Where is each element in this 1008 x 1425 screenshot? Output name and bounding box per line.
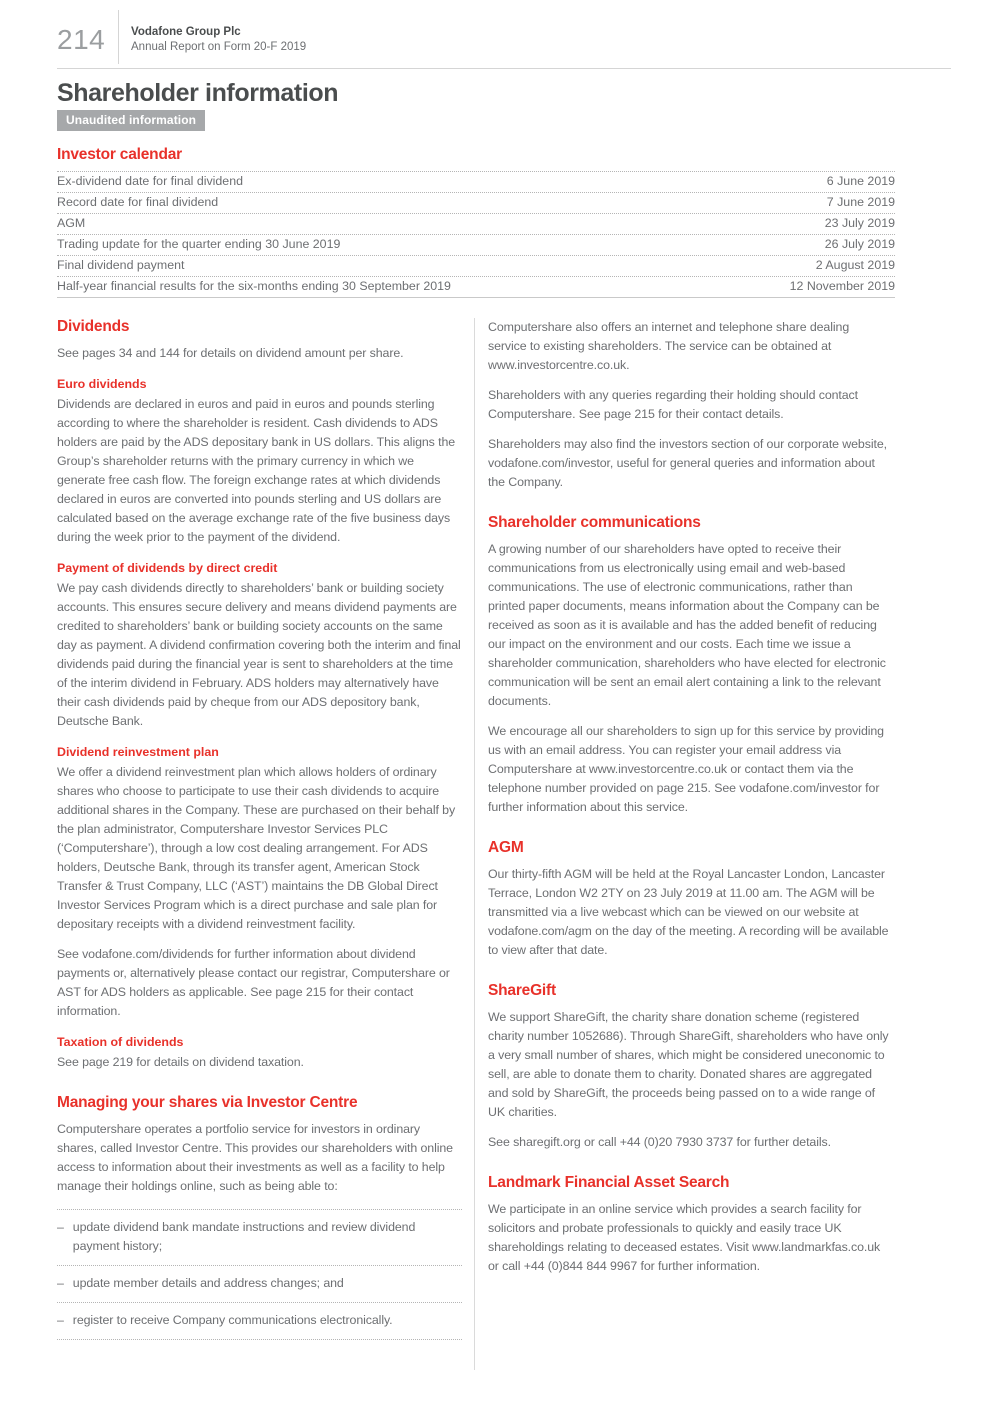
investor-centre-heading: Managing your shares via Investor Centre (57, 1094, 358, 1111)
direct-credit-body: We pay cash dividends directly to shareholders’ bank or building society accounts. This ensures secure delivery and means dividend payments are credited to shareholders’ bank or building society accounts on the same day as payment. A dividend confirmation covering both the interim and final dividends paid during the financial year is sent to shareholders at the time of the interim dividend in February. ADS holders may alternatively have their cash dividends paid by cheque from our ADS depository bank, Deutsche Bank. (57, 581, 461, 728)
investor-calendar-section (57, 146, 895, 298)
right-column (474, 318, 890, 1370)
unaudited-information-badge: Unaudited information (57, 110, 205, 131)
table-row (57, 277, 895, 298)
sharegift-heading: ShareGift (488, 982, 556, 999)
taxation-heading: Taxation of dividends (57, 1035, 184, 1049)
investor-centre-bullet-list (57, 1209, 462, 1340)
euro-dividends-heading: Euro dividends (57, 377, 147, 391)
direct-credit-heading: Payment of dividends by direct credit (57, 561, 278, 575)
calendar-event-date: 26 July 2019 (824, 237, 895, 251)
table-row (57, 256, 895, 277)
calendar-event-label: Ex-dividend date for final dividend (57, 174, 243, 188)
bullet-text: update dividend bank mandate instructions and review dividend payment history; (72, 1220, 416, 1253)
left-column (57, 318, 462, 1370)
reinvestment-plan-more: See vodafone.com/dividends for further information about dividend payments or, alternatively please contact our registrar, Computershare or AST for ADS holders as applicable. See page 215 for their contact information. (57, 947, 450, 1018)
computershare-queries-paragraph: Shareholders with any queries regarding their holding should contact Computershare. See page 215 for their contact details. (488, 388, 858, 421)
sharegift-contact: See sharegift.org or call +44 (0)20 7930 3737 for further details. (488, 1135, 831, 1149)
shareholder-communications-heading: Shareholder communications (488, 514, 701, 531)
reinvestment-plan-body: We offer a dividend reinvestment plan which allows holders of ordinary shares who choose to participate to use their cash dividends to acquire additional shares in the Company. These are purchased on their behalf by the plan administrator, Computershare Investor Services PLC (‘Computershare’), through a low cost dealing arrangement. For ADS holders, Deutsche Bank, through its transfer agent, American Stock Transfer & Trust Company, LLC (‘AST’) maintains the DB Global Direct Investor Services Program which is a direct purchase and sale plan for depositary receipts with a dividend reinvestment facility. (57, 765, 456, 931)
calendar-event-date: 23 July 2019 (824, 216, 895, 230)
calendar-event-label: AGM (57, 216, 86, 230)
dash-bullet: – (57, 1220, 64, 1234)
report-name: Annual Report on Form 20-F 2019 (131, 41, 307, 53)
bullet-text: update member details and address changes; and (72, 1276, 344, 1290)
calendar-event-label: Half-year financial results for the six-months ending 30 September 2019 (57, 279, 451, 293)
calendar-event-date: 6 June 2019 (826, 174, 895, 188)
dash-bullet: – (57, 1313, 64, 1327)
corporate-website-paragraph: Shareholders may also find the investors section of our corporate website, vodafone.com/investor, useful for general queries and information about the Company. (488, 437, 887, 489)
calendar-event-label: Trading update for the quarter ending 30 June 2019 (57, 237, 341, 251)
publisher-block (118, 10, 306, 64)
agm-body: Our thirty-fifth AGM will be held at the Royal Lancaster London, Lancaster Terrace, London W2 2TY on 23 July 2019 at 11.00 am. The AGM will be transmitted via a live webcast which can be viewed on our website at vodafone.com/agm on the day of the meeting. A recording will be available to view after that date. (488, 867, 889, 957)
investor-calendar-table (57, 171, 895, 298)
two-column-body (57, 318, 890, 1370)
list-item (57, 1266, 462, 1303)
taxation-body: See page 219 for details on dividend taxation. (57, 1055, 304, 1069)
euro-dividends-body: Dividends are declared in euros and paid in euros and pounds sterling according to where the shareholder is resident. Cash dividends to ADS holders are paid by the ADS depositary bank in US dollars. This aligns the Group’s shareholder returns with the primary currency in which we generate free cash flow. The foreign exchange rates at which dividends declared in euros are converted into pounds sterling and US dollars are calculated based on the average exchange rate of the five business days during the week prior to the payment of the dividend. (57, 397, 456, 544)
company-name: Vodafone Group Plc (131, 26, 241, 38)
page-header (57, 10, 306, 64)
communications-body-1: A growing number of our shareholders have opted to receive their communications from us electronically using email and web-based communications. The use of electronic communications, rather than printed paper documents, means information about the Company can be received as soon as it is available and has the added benefit of reducing our impact on the environment and our costs. Each time we issue a shareholder communication, shareholders who have elected for electronic communication will be sent an email alert containing a link to the relevant documents. (488, 542, 886, 708)
landmark-body: We participate in an online service which provides a search facility for solicitors and probate professionals to quickly and easily trace UK shareholdings relating to deceased estates. Visit www.landmarkfas.co.uk or call +44 (0)844 844 9967 for further information. (488, 1202, 881, 1273)
list-item (57, 1210, 462, 1266)
calendar-event-date: 12 November 2019 (789, 279, 895, 293)
computershare-dealing-paragraph: Computershare also offers an internet and telephone share dealing service to existing shareholders. The service can be obtained at www.investorcentre.co.uk. (488, 320, 850, 372)
table-row (57, 235, 895, 256)
reinvestment-plan-heading: Dividend reinvestment plan (57, 745, 219, 759)
calendar-event-date: 7 June 2019 (826, 195, 895, 209)
bullet-text: register to receive Company communications electronically. (72, 1313, 393, 1327)
dividends-heading: Dividends (57, 318, 130, 335)
landmark-heading: Landmark Financial Asset Search (488, 1174, 730, 1191)
calendar-event-label: Final dividend payment (57, 258, 185, 272)
calendar-event-date: 2 August 2019 (815, 258, 895, 272)
investor-centre-body: Computershare operates a portfolio service for investors in ordinary shares, called Investor Centre. This provides our shareholders with online access to information about their investments as well as a facility to help manage their holdings online, such as being able to: (57, 1122, 453, 1193)
header-rule (57, 68, 951, 69)
page-number: 214 (57, 24, 106, 55)
page-title: Shareholder information (57, 79, 339, 107)
table-row (57, 172, 895, 193)
investor-calendar-heading: Investor calendar (57, 146, 182, 163)
calendar-event-label: Record date for final dividend (57, 195, 219, 209)
table-row (57, 214, 895, 235)
sharegift-body: We support ShareGift, the charity share donation scheme (registered charity number 1052686). Through ShareGift, shareholders who have only a very small number of shares, which might be considered uneconomic to sell, are able to donate them to charity. Donated shares are aggregated and sold by ShareGift, the proceeds being passed on to a wide range of UK charities. (488, 1010, 889, 1119)
communications-body-2: We encourage all our shareholders to sign up for this service by providing us with an email address. You can register your email address via Computershare at www.investorcentre.co.uk or contact them via the telephone number provided on page 215. See vodafone.com/investor for further information about this service. (488, 724, 884, 814)
agm-heading: AGM (488, 839, 524, 856)
dash-bullet: – (57, 1276, 64, 1290)
table-row (57, 193, 895, 214)
dividends-intro: See pages 34 and 144 for details on dividend amount per share. (57, 346, 404, 360)
list-item (57, 1303, 462, 1340)
